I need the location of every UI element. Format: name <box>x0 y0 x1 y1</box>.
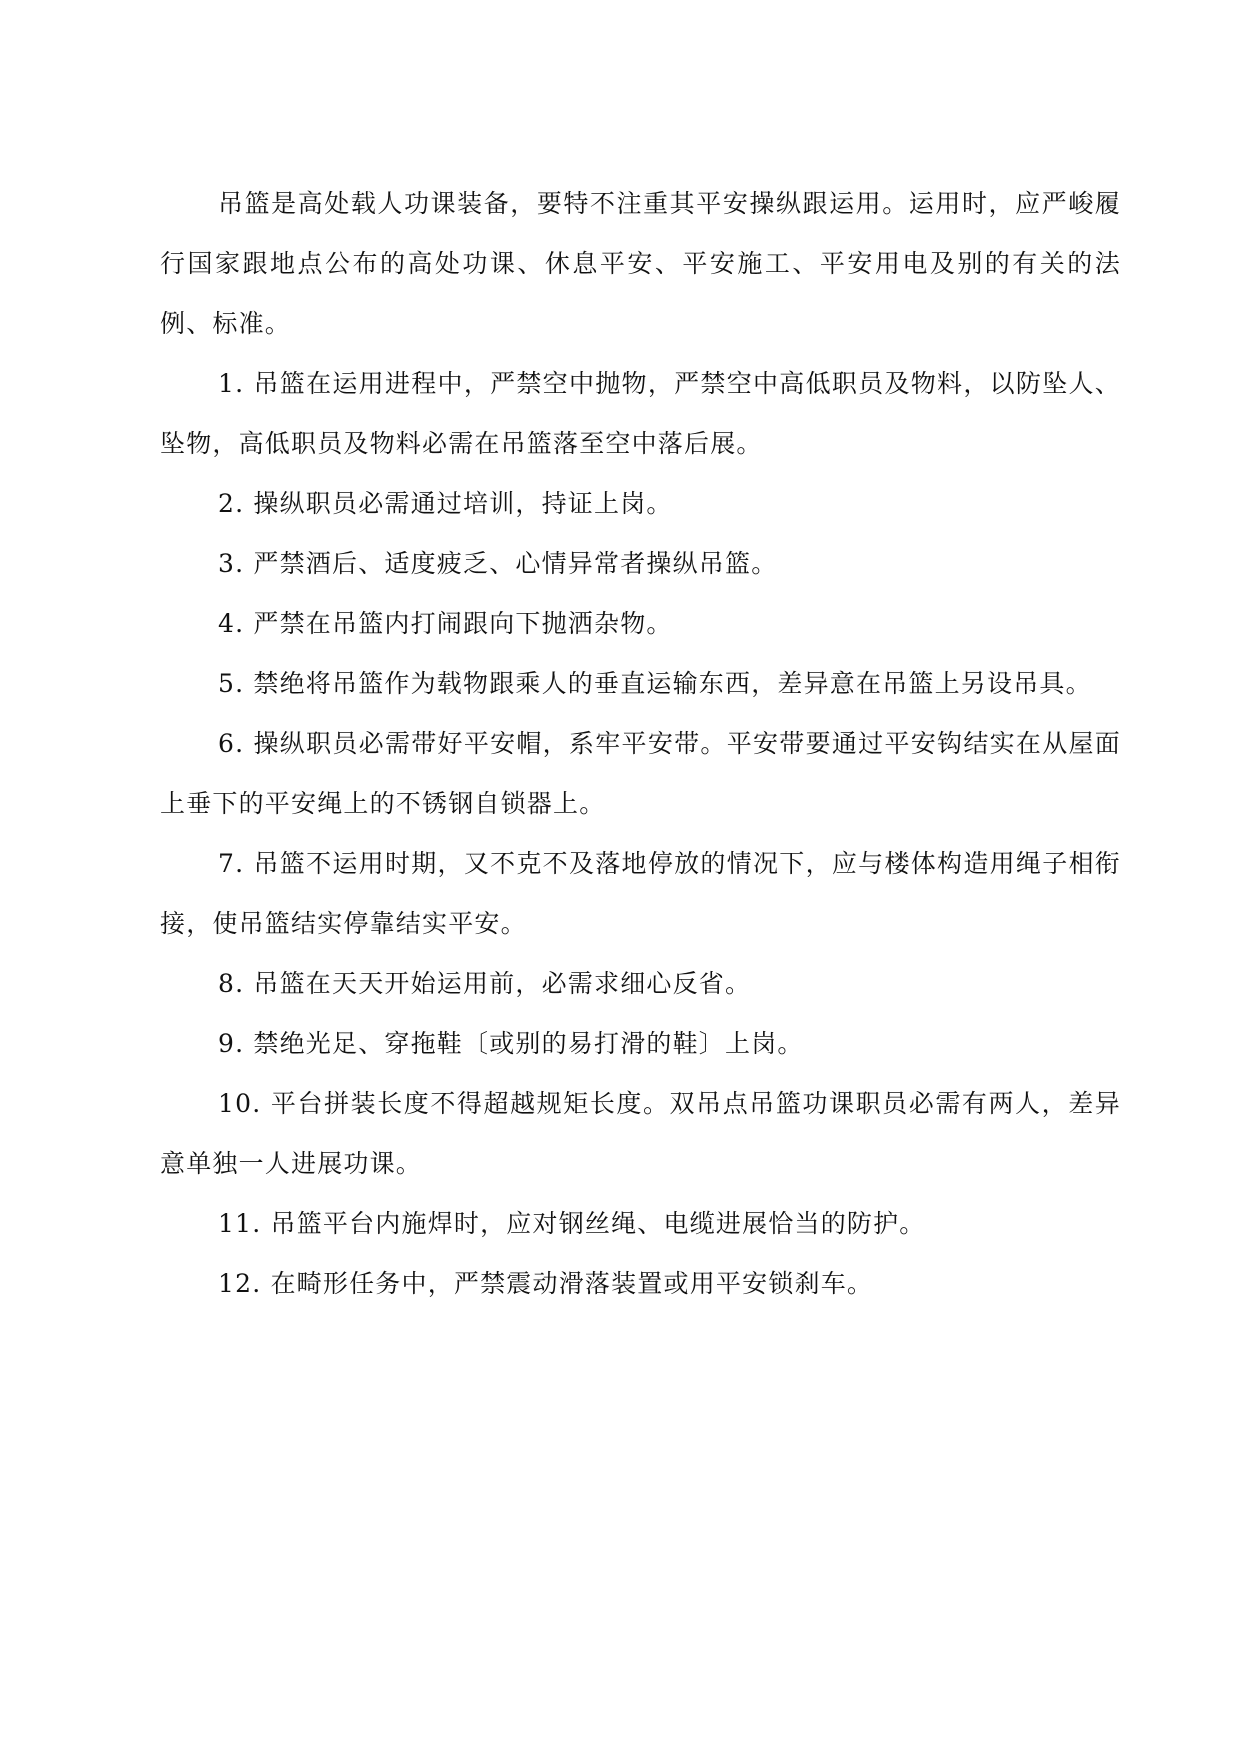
rule-item-5: 5. 禁绝将吊篮作为载物跟乘人的垂直运输东西，差异意在吊篮上另设吊具。 <box>218 669 1092 698</box>
rule-item-1: 1. 吊篮在运用进程中，严禁空中抛物，严禁空中高低职员及物料，以防坠人、坠物，高低职员及物料必需在吊篮落至空中落后展。 <box>160 369 1121 458</box>
rule-item-3: 3. 严禁酒后、适度疲乏、心情异常者操纵吊篮。 <box>218 549 778 578</box>
intro-paragraph: 吊篮是高处载人功课装备，要特不注重其平安操纵跟运用。运用时，应严峻履行国家跟地点公布的高处功课、休息平安、平安施工、平安用电及别的有关的法例、标准。 <box>160 189 1121 338</box>
rule-item-2: 2. 操纵职员必需通过培训，持证上岗。 <box>218 489 673 518</box>
rule-item-12: 12. 在畸形任务中，严禁震动滑落装置或用平安锁刹车。 <box>218 1269 874 1298</box>
document-body <box>160 174 1121 1314</box>
rule-item-8: 8. 吊篮在天天开始运用前，必需求细心反省。 <box>218 969 752 998</box>
rule-item-6: 6. 操纵职员必需带好平安帽，系牢平安带。平安带要通过平安钩结实在从屋面上垂下的平安绳上的不锈钢自锁器上。 <box>160 729 1121 818</box>
rule-item-9: 9. 禁绝光足、穿拖鞋〔或别的易打滑的鞋〕上岗。 <box>218 1029 804 1058</box>
rule-item-11: 11. 吊篮平台内施焊时，应对钢丝绳、电缆进展恰当的防护。 <box>218 1209 926 1238</box>
rule-item-7: 7. 吊篮不运用时期，又不克不及落地停放的情况下，应与楼体构造用绳子相衔接，使吊篮结实停靠结实平安。 <box>160 849 1121 938</box>
rule-item-4: 4. 严禁在吊篮内打闹跟向下抛洒杂物。 <box>218 609 673 638</box>
rule-item-10: 10. 平台拼装长度不得超越规矩长度。双吊点吊篮功课职员必需有两人，差异意单独一人进展功课。 <box>160 1089 1121 1178</box>
